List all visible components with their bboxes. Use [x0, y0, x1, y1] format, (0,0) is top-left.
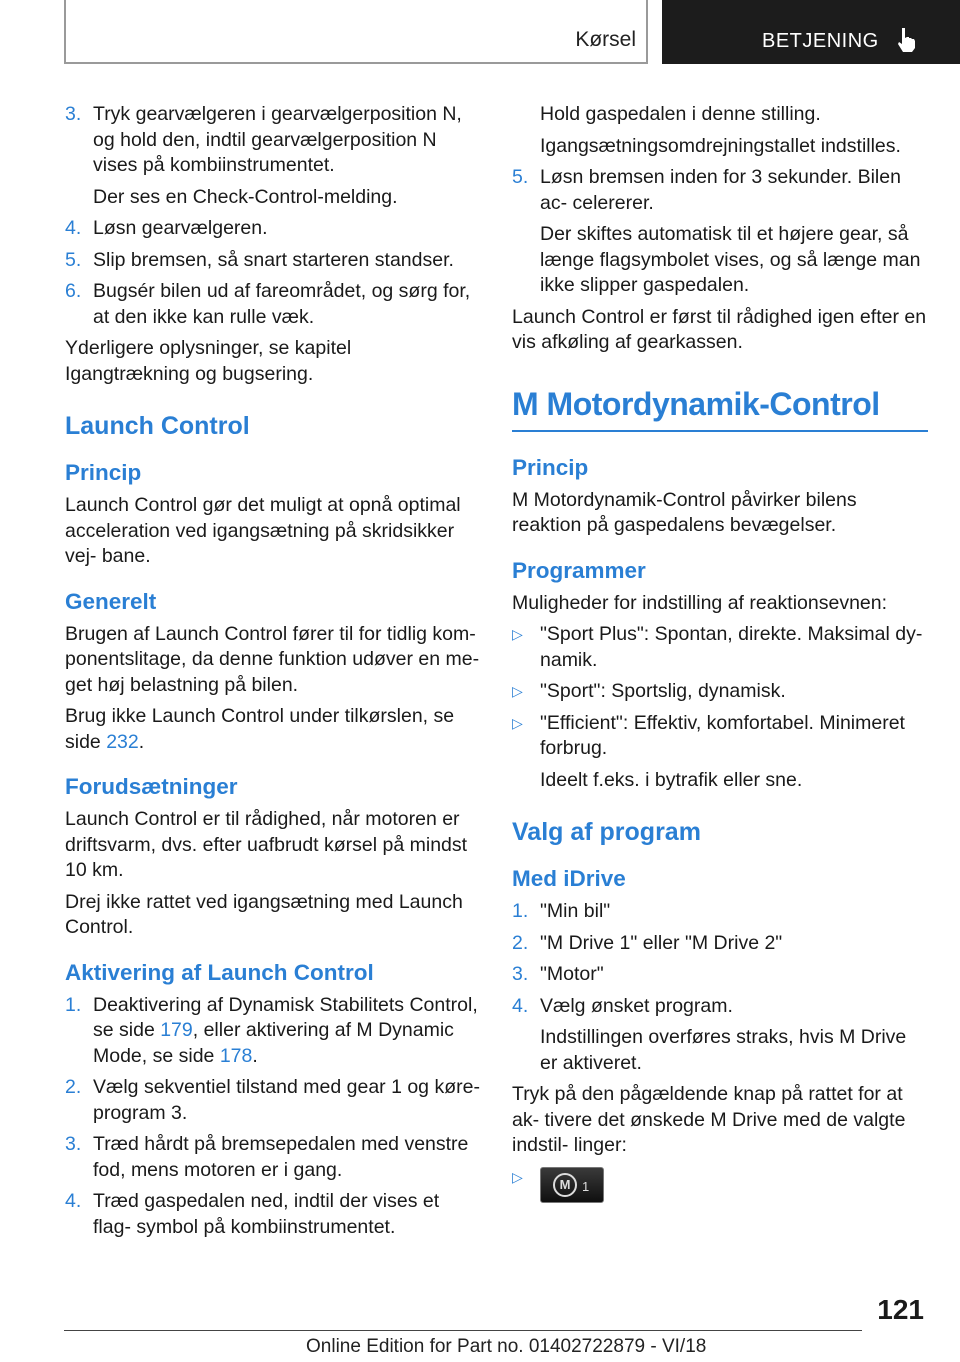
- footer-divider: [64, 1330, 862, 1331]
- aktivering-heading: Aktivering af Launch Control: [65, 959, 374, 985]
- list-item: 1. Deaktivering af Dynamisk Stabilitets Control, se side 179, eller aktivering af M Dynamic Mode, se side 178.: [65, 993, 478, 1067]
- left-column: [65, 102, 480, 1246]
- list-text: Træd gaspedalen ned, indtil der vises et flag- symbol på kombiinstrumentet.: [93, 1190, 440, 1238]
- list-text: Træd hårdt på bremsepedalen med venstre fod, mens motoren er i gang.: [93, 1133, 469, 1181]
- list-item: [65, 248, 480, 274]
- forud-text-2: Drej ikke rattet ved igangsætning med Launch Control.: [65, 890, 463, 938]
- valg-af-program-heading: Valg af program: [512, 818, 701, 846]
- page-link-178[interactable]: 178: [219, 1044, 253, 1067]
- list-number: 1.: [65, 993, 82, 1016]
- list-number: 4.: [65, 217, 82, 239]
- list-text: "Min bil": [540, 900, 611, 922]
- bullet-triangle-icon: ▷: [512, 1168, 523, 1185]
- programmer-text: Muligheder for indstilling af reaktionsevnen:: [512, 591, 888, 614]
- list-item: [512, 899, 928, 925]
- list-number: 4.: [512, 994, 529, 1017]
- list-number: 2.: [512, 931, 529, 954]
- list-item: [512, 994, 928, 1020]
- list-number: 2.: [65, 1076, 82, 1098]
- bullet-triangle-icon: ▷: [512, 683, 523, 699]
- page-link-179[interactable]: 179: [160, 1019, 193, 1041]
- right-column: [512, 102, 928, 1209]
- further-info-text: Yderligere oplysninger, se kapitel Igangtrækning og bugsering.: [65, 337, 352, 385]
- list-number: 6.: [65, 280, 82, 302]
- list-item: [512, 1165, 928, 1203]
- list-item: [512, 711, 928, 762]
- header-section-label: Kørsel: [575, 28, 636, 51]
- list-text: "M Drive 1" eller "M Drive 2": [540, 931, 783, 954]
- step-note: Hold gaspedalen i denne stilling.: [540, 103, 821, 125]
- list-number: 5.: [512, 166, 529, 188]
- list-item: [65, 1075, 480, 1126]
- after-text: Launch Control er først til rådighed igen efter en vis afkøling af gearkassen.: [512, 305, 927, 353]
- list-item: [65, 279, 480, 330]
- tryk-text: Tryk på den pågældende knap på rattet for at ak- tivere det ønskede M Drive med de valgte indstil- linger:: [512, 1083, 906, 1156]
- list-text: Løsn bremsen inden for 3 sekunder. Bilen ac- celererer.: [540, 166, 901, 214]
- list-text: Bugsér bilen ud af fareområdet, og sørg for, at den ikke kan rulle væk.: [93, 280, 471, 328]
- generelt-text-2: Brug ikke Launch Control under tilkørslen, se side 232.: [65, 705, 455, 753]
- list-text: Tryk gearvælgeren i gearvælgerposition N, og hold den, indtil gearvælgerposition N vises på kombiinstrumentet.: [93, 103, 462, 176]
- princip-heading: Princip: [65, 460, 142, 485]
- list-number: 4.: [65, 1190, 82, 1212]
- step-note: Igangsætningsomdrejningstallet indstilles.: [540, 134, 901, 157]
- list-text: Løsn gearvælgeren.: [93, 217, 268, 239]
- med-idrive-heading: Med iDrive: [512, 866, 626, 891]
- header-section-tab: [64, 0, 648, 64]
- list-text: "Motor": [540, 963, 604, 985]
- hand-pointer-icon: [892, 24, 922, 54]
- list-text: Vælg ønsket program.: [540, 994, 733, 1017]
- footer-edition-text: Online Edition for Part no. 01402722879 - VI/18: [306, 1336, 707, 1357]
- generelt-heading: Generelt: [65, 588, 157, 614]
- list-text: Slip bremsen, så snart starteren standser.: [93, 248, 454, 271]
- header-chapter-tab: [662, 0, 960, 64]
- list-text: "Sport Plus": Spontan, direkte. Maksimal dy- namik.: [540, 623, 923, 671]
- list-text: "Sport": Sportslig, dynamisk.: [540, 680, 786, 702]
- page-number: 121: [877, 1294, 924, 1325]
- page-link-232[interactable]: 232: [106, 730, 139, 753]
- list-number: 3.: [512, 963, 529, 985]
- list-number: 5.: [65, 248, 82, 271]
- list-number: 3.: [65, 103, 82, 125]
- list-item: [65, 1132, 480, 1183]
- list-item: [65, 1189, 480, 1240]
- list-number: 3.: [65, 1133, 82, 1155]
- list-item: [512, 931, 928, 957]
- forud-text: Launch Control er til rådighed, når motoren er driftsvarm, dvs. efter uafbrudt kørsel på mindst 10 km.: [65, 808, 468, 881]
- launch-control-heading: Launch Control: [65, 412, 250, 440]
- princip-text: M Motordynamik-Control påvirker bilens reaktion på gaspedalens bevægelser.: [512, 488, 857, 536]
- step-note: Ideelt f.eks. i bytrafik eller sne.: [540, 768, 803, 791]
- princip-heading: Princip: [512, 454, 589, 480]
- step-note: Der skiftes automatisk til et højere gear, så længe flagsymbolet vises, og så længe man ikke slipper gaspedalen.: [540, 223, 921, 296]
- list-text: "Efficient": Effektiv, komfortabel. Minimeret forbrug.: [540, 711, 905, 759]
- forudsaetninger-heading: Forudsætninger: [65, 774, 238, 799]
- bullet-triangle-icon: ▷: [512, 626, 523, 642]
- generelt-text: Brugen af Launch Control fører til for tidlig kom- ponentslitage, da denne funktion udøver en me- get høj belastning på bilen.: [65, 622, 480, 696]
- list-item: [65, 102, 480, 179]
- m-drive-1-button-icon: M 1: [540, 1167, 604, 1203]
- list-item: [512, 165, 928, 216]
- list-item: [512, 962, 928, 988]
- bullet-triangle-icon: ▷: [512, 714, 523, 731]
- list-item: [512, 679, 928, 705]
- step-note: Der ses en Check-Control-melding.: [93, 185, 398, 208]
- step-note: Indstillingen overføres straks, hvis M Drive er aktiveret.: [540, 1026, 907, 1074]
- header-chapter-label: BETJENING: [762, 30, 879, 52]
- list-text: Vælg sekventiel tilstand med gear 1 og køre- program 3.: [93, 1076, 480, 1124]
- programmer-heading: Programmer: [512, 557, 646, 583]
- list-item: [65, 216, 480, 242]
- list-number: 1.: [512, 900, 529, 922]
- m-motordynamik-heading: M Motordynamik-Control: [512, 384, 928, 432]
- princip-text: Launch Control gør det muligt at opnå optimal acceleration ved igangsætning på skridsikker vej- bane.: [65, 494, 461, 567]
- list-item: [512, 622, 928, 673]
